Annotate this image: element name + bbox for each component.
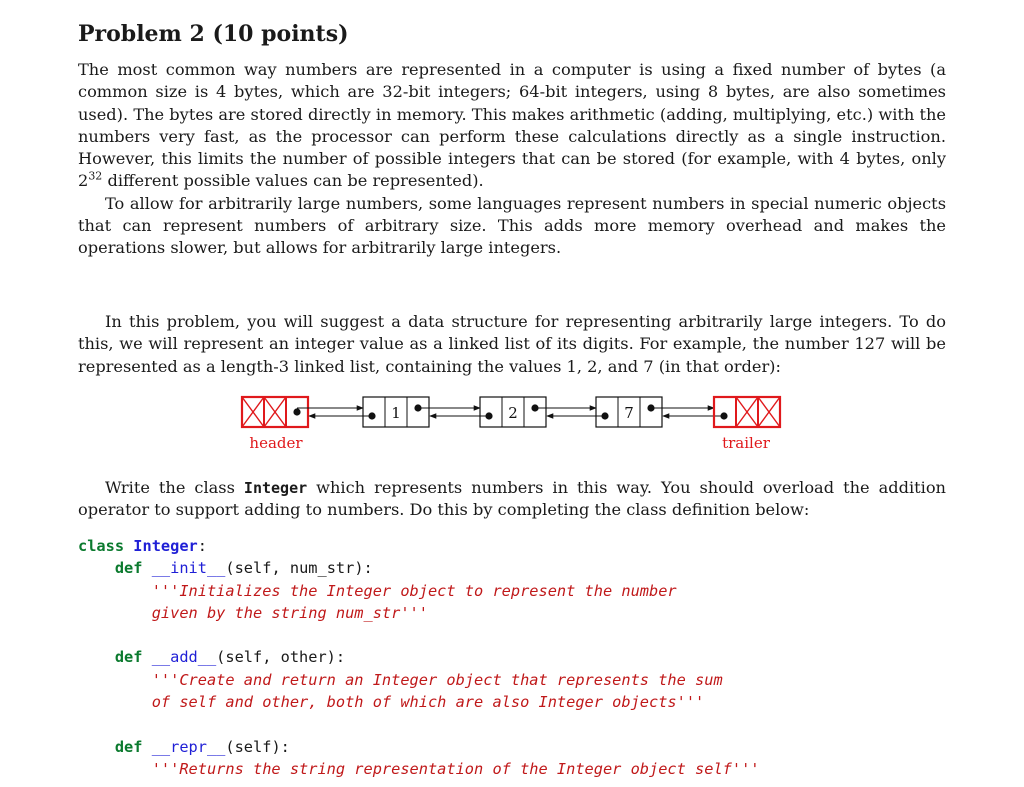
repr-docstring: '''Returns the string representation of the Integer object self'''	[151, 759, 760, 778]
add-docstring: of self and other, both of which are also Integer objects'''	[151, 693, 705, 712]
add-def-line: def __add__(self, other):	[114, 648, 346, 667]
linked-list-diagram	[230, 390, 790, 456]
header-sentinel	[242, 397, 308, 427]
trailer-label: trailer	[722, 434, 770, 452]
init-def-line: def __init__(self, num_str):	[114, 559, 373, 578]
node-digit-1	[363, 397, 429, 427]
repr-def-line: def __repr__(self):	[114, 737, 290, 756]
trailer-sentinel	[714, 397, 780, 427]
intro-paragraph-1: The most common way numbers are represented in a computer is using a fixed number of bytes (a common size is 4 bytes, which are 32-bit integers; 64-bit integers, using 8 bytes, are also sometimes used). The bytes are stored directly in memory. This makes arithmetic (adding, multiplying, etc.) with the numbers very fast, as the processor can perform these calculations directly as a single instruction. However, this limits the number of possible integers that can be stored (for example, with 4 bytes, only $2^{32}$ different possible values can be represented).	[78, 60, 946, 191]
inline-code: Integer	[243, 479, 308, 497]
code-block	[78, 535, 760, 780]
node-value: 2	[508, 404, 518, 422]
node-value: 1	[391, 404, 401, 422]
node-digit-2	[480, 397, 546, 427]
node-digit-7	[596, 397, 662, 427]
exponent: 32	[88, 170, 103, 184]
add-docstring: '''Create and return an Integer object that represents the sum	[151, 670, 723, 689]
class-definition-line: class Integer:	[78, 537, 207, 555]
header-label: header	[249, 434, 303, 452]
task-description: Write the class Integer which represents numbers in this way. You should overload the addition operator to support adding to numbers. Do this by completing the class definition below:	[78, 478, 946, 520]
problem-statement: In this problem, you will suggest a data structure for representing arbitrarily large integers. To do this, we will represent an integer value as a linked list of its digits. For example, the number 127 will be represented as a length-3 linked list, containing the values 1, 2, and 7 (in that order):	[78, 312, 946, 376]
intro-paragraph-2: To allow for arbitrarily large numbers, some languages represent numbers in special numeric objects that can represent numbers of arbitrary size. This adds more memory overhead and makes the operations slower, but allows for arbitrarily large integers.	[78, 193, 946, 258]
node-value: 7	[624, 404, 634, 422]
intro-text	[78, 59, 946, 260]
init-docstring: given by the string num_str'''	[151, 603, 428, 622]
init-docstring: '''Initializes the Integer object to represent the number	[151, 581, 677, 600]
problem-title: Problem 2 (10 points)	[78, 21, 349, 47]
